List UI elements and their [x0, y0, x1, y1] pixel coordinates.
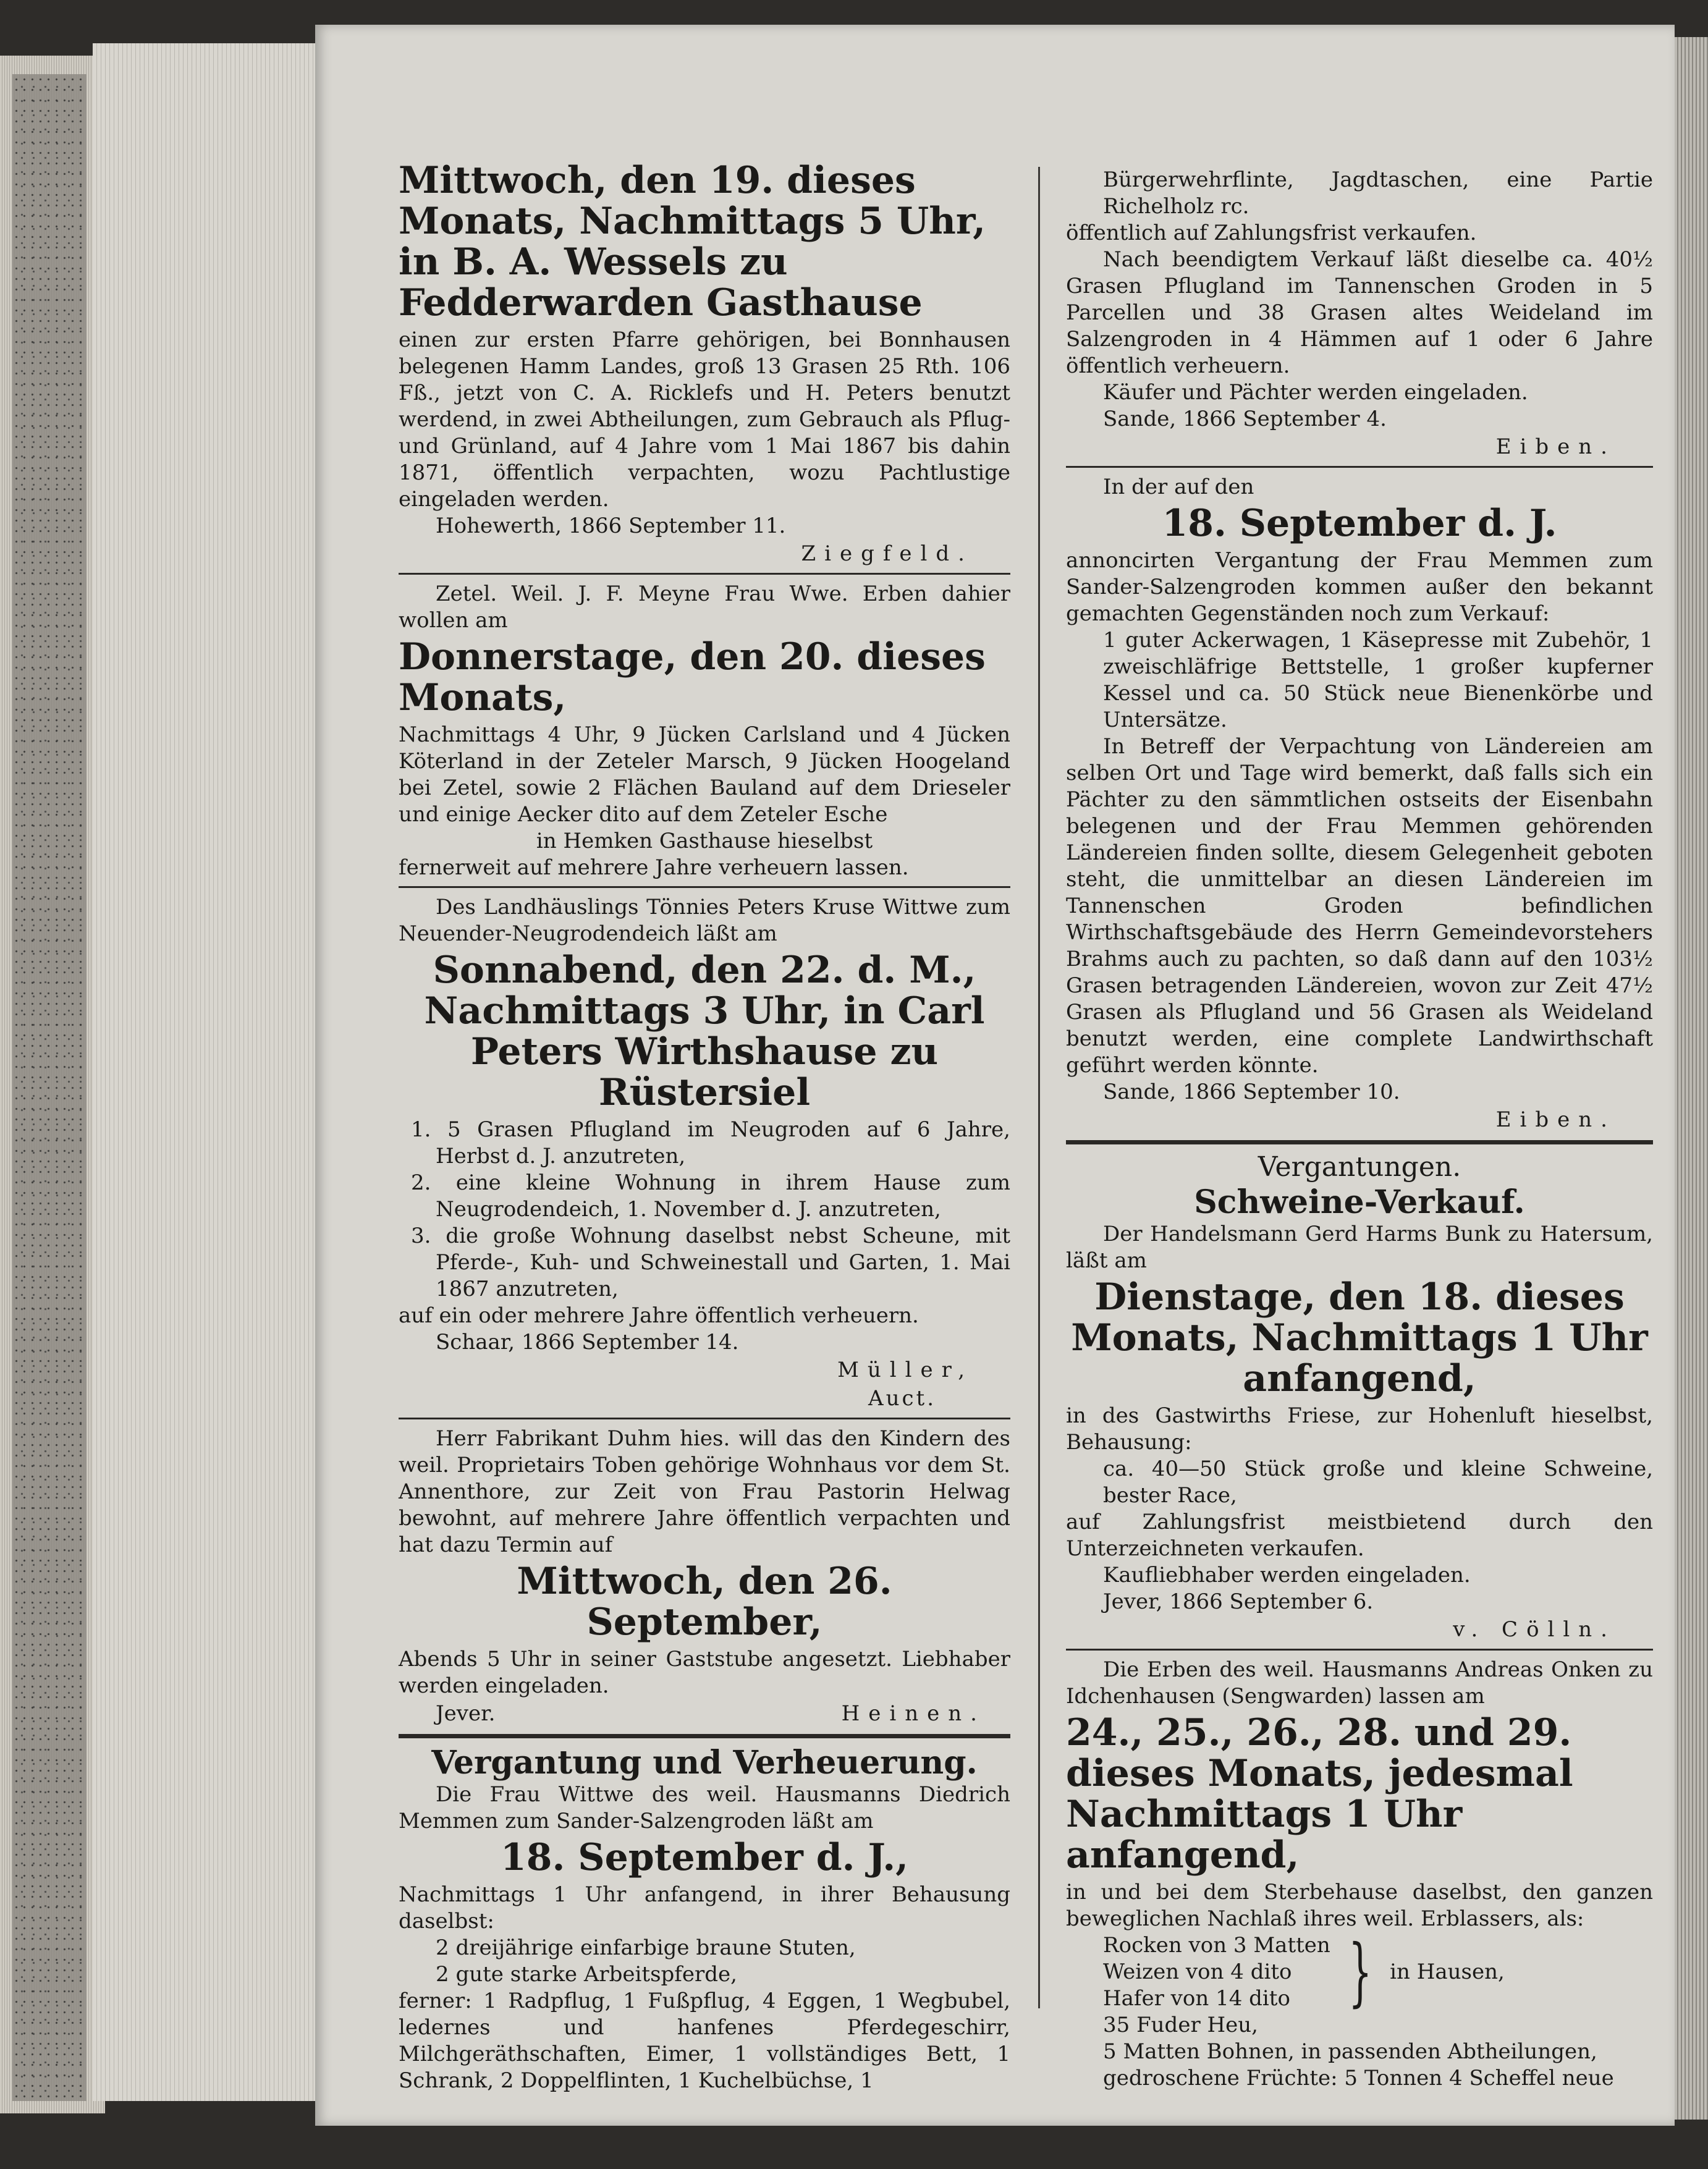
notice-ferner: ferner: 1 Radpflug, 1 Fußpflug, 4 Eggen, 1 Wegbubel, ledernes und hanfenes Pferdegeschirr, Milchgeräthschaften, Eimer, 1 vollständiges Bett, 1 Schrank, 2 Doppelflinten, 1 Kuchelbüchse, 1	[399, 1989, 1010, 2093]
notice-body: annoncirten Vergantung der Frau Memmen zum Sander-Salzengroden kommen außer den bekannt gemachten Gegenständen noch zum Verkauf:	[1066, 548, 1653, 626]
notice-onken	[1066, 1657, 1653, 2092]
notice-heading: Dienstage, den 18. dieses Monats, Nachmittags 1 Uhr anfangend,	[1071, 1275, 1648, 1400]
notice-heading: Donnerstage, den 20. dieses Monats,	[399, 635, 986, 719]
notice-footer	[399, 1699, 1010, 1728]
list-item: gedroschene Früchte: 5 Tonnen 4 Scheffel neue	[1103, 2066, 1614, 2091]
notice-schweine	[1066, 1151, 1653, 1644]
brace-label: in Hausen,	[1390, 1960, 1505, 1984]
left-column	[399, 158, 1010, 2094]
notice-body-2: Abends 5 Uhr in seiner Gaststube angesetzt. Liebhaber werden eingeladen.	[399, 1647, 1010, 1698]
notice-invite: Kaufliebhaber werden eingeladen.	[1103, 1563, 1471, 1588]
divider	[399, 886, 1010, 888]
notice-location: in Hemken Gasthause hieselbst	[536, 829, 873, 853]
notice-signature: Ziegfeld.	[801, 541, 973, 566]
right-column	[1066, 167, 1653, 2092]
notice-continuation	[1066, 167, 1653, 461]
section-heading: Vergantungen.	[1258, 1151, 1461, 1183]
divider	[399, 1418, 1010, 1419]
notice-body: Nachmittags 1 Uhr anfangend, in ihrer Behausung daselbst:	[399, 1882, 1010, 1934]
notice-memmen	[399, 1744, 1010, 2094]
notice-end: auf Zahlungsfrist meistbietend durch den Unterzeichneten verkaufen.	[1066, 1510, 1653, 1561]
list-item: Weizen von 4 dito	[1103, 1960, 1292, 1984]
notice-body: einen zur ersten Pfarre gehörigen, bei Bonnhausen belegenen Hamm Landes, groß 13 Grasen 25 Rth. 106 Fß., jetzt von C. A. Ricklefs und H. Peters benutzt werdend, in zwei Abtheilungen, zum Gebrauch als Pflug- und Grünland, auf 4 Jahre vom 1 Mai 1867 bis dahin 1871, öffentlich verpachten, wozu Pachtlustige eingeladen werden.	[399, 328, 1010, 512]
notice-continued: Bürgerwehrflinte, Jagdtaschen, eine Partie Richelholz rc.	[1103, 167, 1653, 219]
section-title: Vergantung und Verheuerung.	[431, 1744, 978, 1782]
notice-heading: 18. September d. J.,	[501, 1836, 908, 1879]
notice-heading: Mittwoch, den 26. September,	[517, 1560, 892, 1644]
brace-glyph: }	[1348, 1929, 1372, 2015]
notice-fedderwarden	[399, 160, 1010, 568]
notice-body-2: In Betreff der Verpachtung von Ländereien am selben Ort und Tage wird bemerkt, daß falls sich ein Pächter zu den sämmtlichen ostseits der Eisenbahn belegenen und der Frau Memmen gehörenden Ländereien finden sollte, diesem Gelegenheit geboten steht, die unmittelbar an diesen Ländereien im Tannenschen Groden befindlichen Wirthschaftsgebäude des Herrn Gemeindevorstehers Brahms auch zu pachten, so daß dann auf den 103½ Grasen betragenden Ländereien, wovon zur Zeit 47½ Grasen als Pflugland und 56 Grasen als Weideland benutzt werden, eine complete Landwirthschaft geführt werden könnte.	[1066, 734, 1653, 1078]
divider	[1066, 1649, 1653, 1651]
notice-place: Jever, 1866 September 6.	[1103, 1589, 1374, 1614]
list-item: 5 Matten Bohnen, in passenden Abtheilungen,	[1103, 2039, 1597, 2064]
column-divider	[1038, 167, 1040, 2008]
notice-body: in und bei dem Sterbehause daselbst, den ganzen beweglichen Nachlaß ihres weil. Erblassers, als:	[1066, 1880, 1653, 1931]
notice-intro: In der auf den	[1103, 475, 1254, 499]
notice-items: 1 guter Ackerwagen, 1 Käsepresse mit Zubehör, 1 zweischläfrige Bettstelle, 1 großer kupferner Kessel und ca. 50 Stück neue Bienenkörbe und Untersätze.	[1103, 628, 1653, 732]
notice-body: Nachmittags 4 Uhr, 9 Jücken Carlsland und 4 Jücken Köterland in der Zeteler Marsch, 9 Jücken Hoogeland bei Zetel, sowie 2 Flächen Bauland auf dem Drieseler und einige Aecker dito auf dem Zeteler Esche	[399, 722, 1010, 827]
list-item: 2 gute starke Arbeitspferde,	[436, 1962, 737, 1987]
list-item: Hafer von 14 dito	[1103, 1986, 1290, 2011]
grain-items	[1103, 1932, 1330, 2012]
thick-divider	[399, 1734, 1010, 1738]
notice-intro: Zetel. Weil. J. F. Meyne Frau Wwe. Erben dahier wollen am	[399, 581, 1010, 633]
notice-place: Jever.	[436, 1701, 496, 1726]
list-item: 2 dreijährige einfarbige braune Stuten,	[436, 1935, 856, 1960]
notice-signature: v. Cölln.	[1453, 1617, 1616, 1642]
notice-place: Schaar, 1866 September 14.	[436, 1330, 739, 1355]
divider	[1066, 466, 1653, 468]
notice-signature: Heinen.	[841, 1701, 986, 1726]
notice-intro: Die Frau Wittwe des weil. Hausmanns Diedrich Memmen zum Sander-Salzengroden läßt am	[399, 1782, 1010, 1833]
divider	[399, 573, 1010, 575]
notice-heading: Mittwoch, den 19. dieses Monats, Nachmittags 5 Uhr, in B. A. Wessels zu Fedderwarden Gasthause	[399, 159, 986, 324]
notice-end: auf ein oder mehrere Jahre öffentlich verheuern.	[399, 1303, 919, 1328]
notice-signature: Eiben.	[1495, 434, 1616, 459]
list-item: 2. eine kleine Wohnung in ihrem Hause zum Neugrodendeich, 1. November d. J. anzutreten,	[411, 1170, 1010, 1222]
page-stack	[93, 43, 315, 2101]
notice-zetel	[399, 581, 1010, 881]
section-title: Schweine-Verkauf.	[1194, 1183, 1525, 1221]
notice-intro: Der Handelsmann Gerd Harms Bunk zu Hatersum, läßt am	[1066, 1222, 1653, 1273]
notice-heading: 24., 25., 26., 28. und 29. dieses Monats, jedesmal Nachmittags 1 Uhr anfangend,	[1066, 1711, 1573, 1877]
notice-signature-title: Auct.	[868, 1386, 936, 1411]
notice-invite: Käufer und Pächter werden eingeladen.	[1103, 380, 1528, 405]
notice-intro: Die Erben des weil. Hausmanns Andreas Onken zu Idchenhausen (Sengwarden) lassen am	[1066, 1657, 1653, 1709]
notice-body: Herr Fabrikant Duhm hies. will das den Kindern des weil. Proprietairs Toben gehörige Wohnhaus vor dem St. Annenthore, zur Zeit von Frau Pastorin Helwag bewohnt, auf mehrere Jahre öffentlich verpachten und hat dazu Termin auf	[399, 1426, 1010, 1557]
list-item: 3. die große Wohnung daselbst nebst Scheune, mit Pferde-, Kuh- und Schweinestall und Garten, 1. Mai 1867 anzutreten,	[411, 1224, 1010, 1301]
notice-heading: Sonnabend, den 22. d. M., Nachmittags 3 Uhr, in Carl Peters Wirthshause zu Rüstersiel	[424, 949, 985, 1114]
list-item: 35 Fuder Heu,	[1103, 2013, 1258, 2037]
notice-place: Hohewerth, 1866 September 11.	[436, 514, 786, 538]
notice-body: Nach beendigtem Verkauf läßt dieselbe ca. 40½ Grasen Pflugland im Tannenschen Groden in 5 Parcellen und 38 Grasen altes Weideland im Salzengroden in 4 Hämmen auf 1 oder 6 Jahre öffentlich verheuern.	[1066, 247, 1653, 378]
notice-ruestersiel	[399, 894, 1010, 1413]
notice-item: ca. 40—50 Stück große und kleine Schweine, bester Race,	[1103, 1457, 1653, 1508]
notice-signature: Müller,	[837, 1358, 973, 1382]
list-item: Rocken von 3 Matten	[1103, 1933, 1330, 1958]
notice-memmen-addendum	[1066, 474, 1653, 1134]
list-item: 1. 5 Grasen Pflugland im Neugroden auf 6 Jahre, Herbst d. J. anzutreten,	[411, 1117, 1010, 1169]
notice-duhm	[399, 1426, 1010, 1728]
notice-body: in des Gastwirths Friese, zur Hohenluft hieselbst, Behausung:	[1066, 1403, 1653, 1455]
grain-list	[1066, 1929, 1653, 2015]
notice-signature: Eiben.	[1495, 1107, 1616, 1132]
notice-place: Sande, 1866 September 10.	[1103, 1080, 1400, 1104]
notice-intro: Des Landhäuslings Tönnies Peters Kruse Wittwe zum Neuender-Neugrodendeich läßt am	[399, 895, 1010, 946]
thick-divider	[1066, 1140, 1653, 1144]
notice-place: Sande, 1866 September 4.	[1103, 407, 1387, 431]
notice-continued-2: öffentlich auf Zahlungsfrist verkaufen.	[1066, 221, 1477, 245]
notice-heading: 18. September d. J.	[1162, 502, 1557, 545]
marbled-edge	[12, 74, 87, 2101]
notice-end: fernerweit auf mehrere Jahre verheuern lassen.	[399, 855, 909, 880]
book-edge-right	[1675, 37, 1708, 2120]
